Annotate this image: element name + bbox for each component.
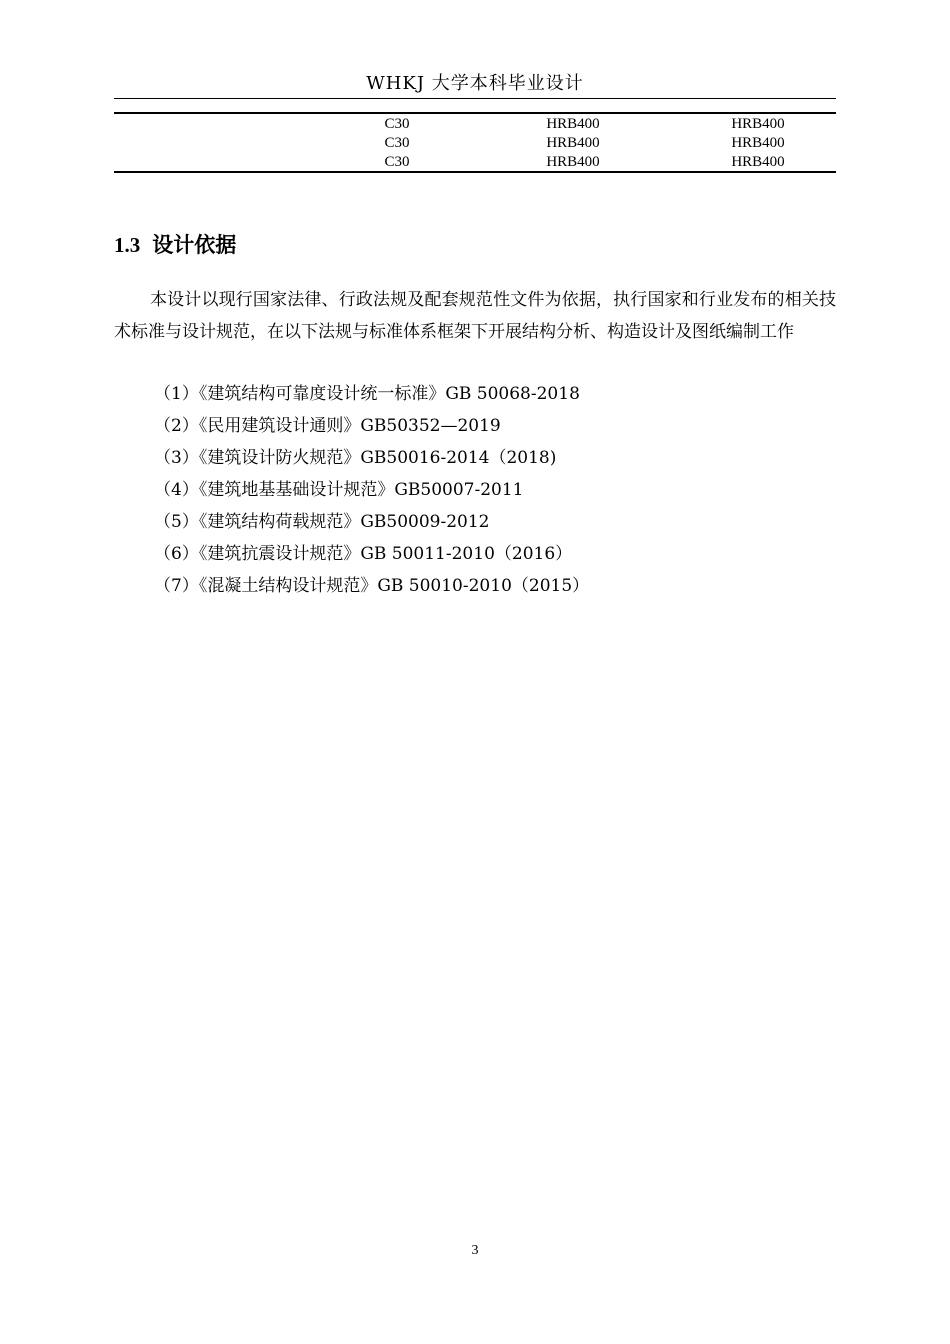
table-top-rule — [114, 112, 836, 114]
page-number: 3 — [471, 1243, 479, 1258]
section-number: 1.3 — [114, 233, 141, 257]
reference-list — [154, 378, 834, 602]
list-item: （5）《建筑结构荷载规范》GB50009-2012 — [154, 512, 490, 532]
concrete-grade-cell: C30 — [384, 116, 410, 132]
section-title: 设计依据 — [152, 233, 237, 257]
table-row — [114, 115, 836, 134]
rebar-grade-cell: HRB400 — [546, 154, 600, 170]
list-item: （6）《建筑抗震设计规范》GB 50011-2010（2016） — [154, 544, 573, 564]
table-bottom-rule — [114, 171, 836, 173]
rebar-grade-cell: HRB400 — [731, 116, 785, 132]
running-header-title: WHKJ 大学本科毕业设计 — [366, 73, 584, 94]
rebar-grade-cell: HRB400 — [731, 154, 785, 170]
list-item: （3）《建筑设计防火规范》GB50016-2014（2018) — [154, 448, 557, 468]
list-item: （2）《民用建筑设计通则》GB50352—2019 — [154, 416, 501, 436]
section-heading — [114, 230, 236, 260]
list-item: （4）《建筑地基基础设计规范》GB50007-2011 — [154, 480, 524, 500]
concrete-grade-cell: C30 — [384, 135, 410, 151]
table-row — [114, 153, 836, 172]
table-row — [114, 134, 836, 153]
rebar-grade-cell: HRB400 — [546, 135, 600, 151]
header-rule — [114, 98, 836, 99]
concrete-grade-cell: C30 — [384, 154, 410, 170]
rebar-grade-cell: HRB400 — [731, 135, 785, 151]
material-table — [114, 115, 836, 172]
rebar-grade-cell: HRB400 — [546, 116, 600, 132]
list-item: （1）《建筑结构可靠度设计统一标准》GB 50068-2018 — [154, 384, 580, 404]
intro-paragraph: 本设计以现行国家法律、行政法规及配套规范性文件为依据，执行国家和行业发布的相关技术标准与设计规范，在以下法规与标准体系框架下开展结构分析、构造设计及图纸编制工作 — [114, 290, 836, 342]
list-item: （7）《混凝土结构设计规范》GB 50010-2010（2015） — [154, 576, 590, 596]
